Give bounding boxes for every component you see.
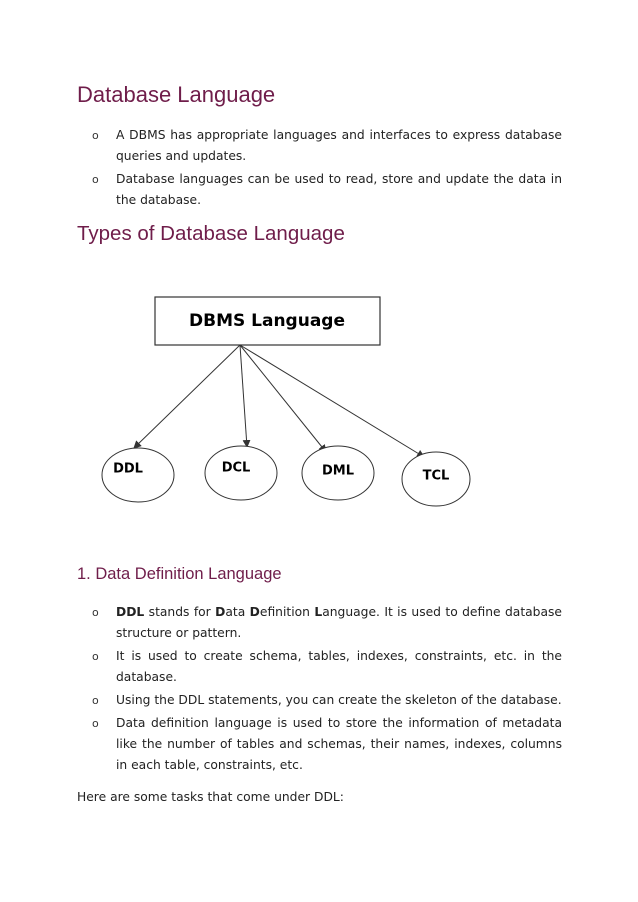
list-item	[92, 690, 562, 711]
node-ddl-label: DDL	[113, 461, 143, 477]
ddl-list	[92, 602, 562, 778]
bullet-icon: o	[92, 129, 99, 142]
list-item	[92, 602, 562, 644]
bullet-icon: o	[92, 606, 99, 619]
bullet-icon: o	[92, 650, 99, 663]
bullet-icon: o	[92, 694, 99, 707]
list-item-text: Using the DDL statements, you can create the skeleton of the database.	[116, 693, 562, 707]
list-item	[92, 169, 562, 211]
list-item-text: DDL stands for Data Definition Language. It is used to define database structure or pattern.	[116, 605, 562, 640]
node-dml-label: DML	[321, 463, 355, 479]
arrow-ddl	[134, 345, 240, 448]
list-item	[92, 646, 562, 688]
list-item-text: Data definition language is used to store the information of metadata like the number of tables and schemas, their names, indexes, columns in each table, constraints, etc.	[116, 716, 562, 772]
arrow-dml	[240, 345, 326, 452]
dbms-language-diagram	[90, 290, 490, 515]
arrow-tcl	[240, 345, 424, 457]
list-item-text: A DBMS has appropriate languages and interfaces to express database queries and updates.	[116, 128, 562, 163]
section-heading-ddl: 1. Data Definition Language	[77, 565, 282, 583]
ddl-tasks-intro: Here are some tasks that come under DDL:	[77, 790, 344, 804]
intro-list	[92, 125, 562, 213]
bullet-icon: o	[92, 717, 99, 730]
list-item-text: Database languages can be used to read, store and update the data in the database.	[116, 172, 562, 207]
root-label: DBMS Language	[189, 311, 345, 331]
section-heading-types: Types of Database Language	[77, 222, 345, 245]
node-dcl-label: DCL	[221, 460, 251, 476]
bullet-icon: o	[92, 173, 99, 186]
arrow-dcl	[240, 345, 247, 447]
list-item-text: It is used to create schema, tables, indexes, constraints, etc. in the database.	[116, 649, 562, 684]
page-title: Database Language	[77, 82, 276, 107]
list-item	[92, 125, 562, 167]
node-tcl-label: TCL	[422, 468, 450, 484]
list-item	[92, 713, 562, 776]
